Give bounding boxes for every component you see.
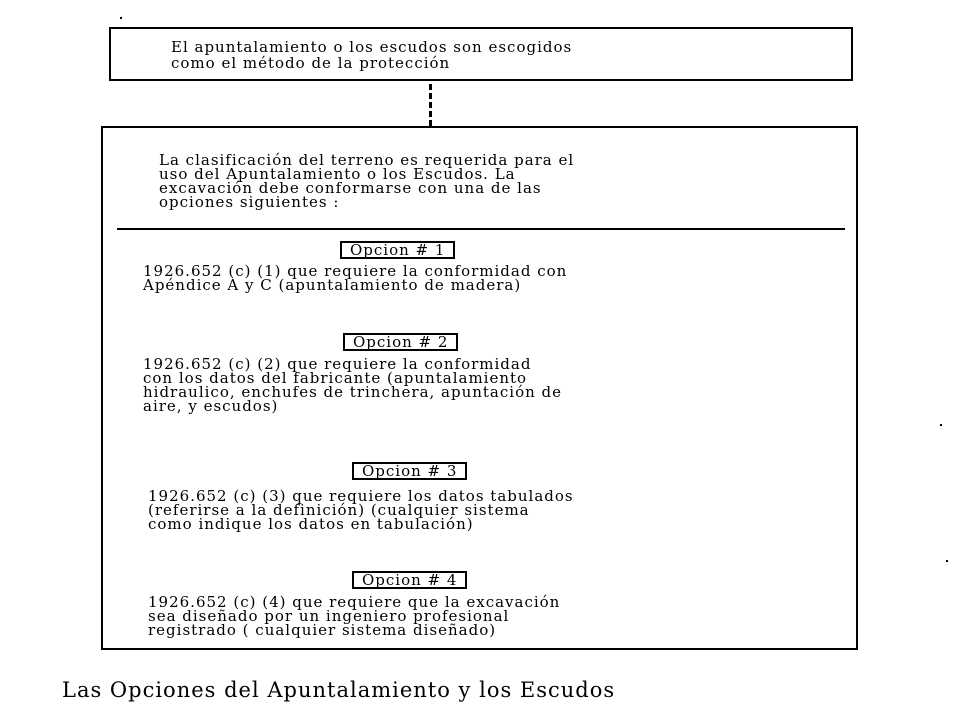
scan-speck bbox=[940, 424, 942, 426]
option-4-label: Opcion # 4 bbox=[352, 571, 467, 589]
option-4-text: 1926.652 (c) (4) que requiere que la excavación sea diseñado por un ingeniero profesional registrado ( cualquier sistema diseñado) bbox=[148, 593, 561, 639]
method-selection-text: El apuntalamiento o los escudos son escogidos como el método de la protección bbox=[171, 38, 573, 72]
options-box bbox=[101, 126, 858, 650]
method-selection-box bbox=[109, 27, 853, 81]
option-2-text: 1926.652 (c) (2) que requiere la conformidad con los datos del fabricante (apuntalamiento hidraulico, enchufes de trinchera, apuntación de aire, y escudos) bbox=[143, 355, 563, 415]
soil-classification-text: La clasificación del terreno es requerida para el uso del Apuntalamiento o los Escudos. La excavación debe conformarse con una de las opciones siguientes : bbox=[159, 151, 575, 211]
scan-speck bbox=[946, 560, 948, 562]
dashed-connector bbox=[429, 84, 432, 126]
option-2-label: Opcion # 2 bbox=[343, 333, 458, 351]
section-divider bbox=[117, 228, 845, 230]
option-3-label: Opcion # 3 bbox=[352, 462, 467, 480]
figure-caption: Las Opciones del Apuntalamiento y los Escudos bbox=[62, 678, 616, 702]
option-1-label: Opcion # 1 bbox=[340, 241, 455, 259]
scan-speck bbox=[120, 17, 122, 19]
option-3-text: 1926.652 (c) (3) que requiere los datos tabulados (referirse a la definición) (cualquier sistema como indique los datos en tabulación) bbox=[148, 487, 574, 533]
option-1-text: 1926.652 (c) (1) que requiere la conformidad con Apéndice A y C (apuntalamiento de madera) bbox=[143, 262, 568, 294]
